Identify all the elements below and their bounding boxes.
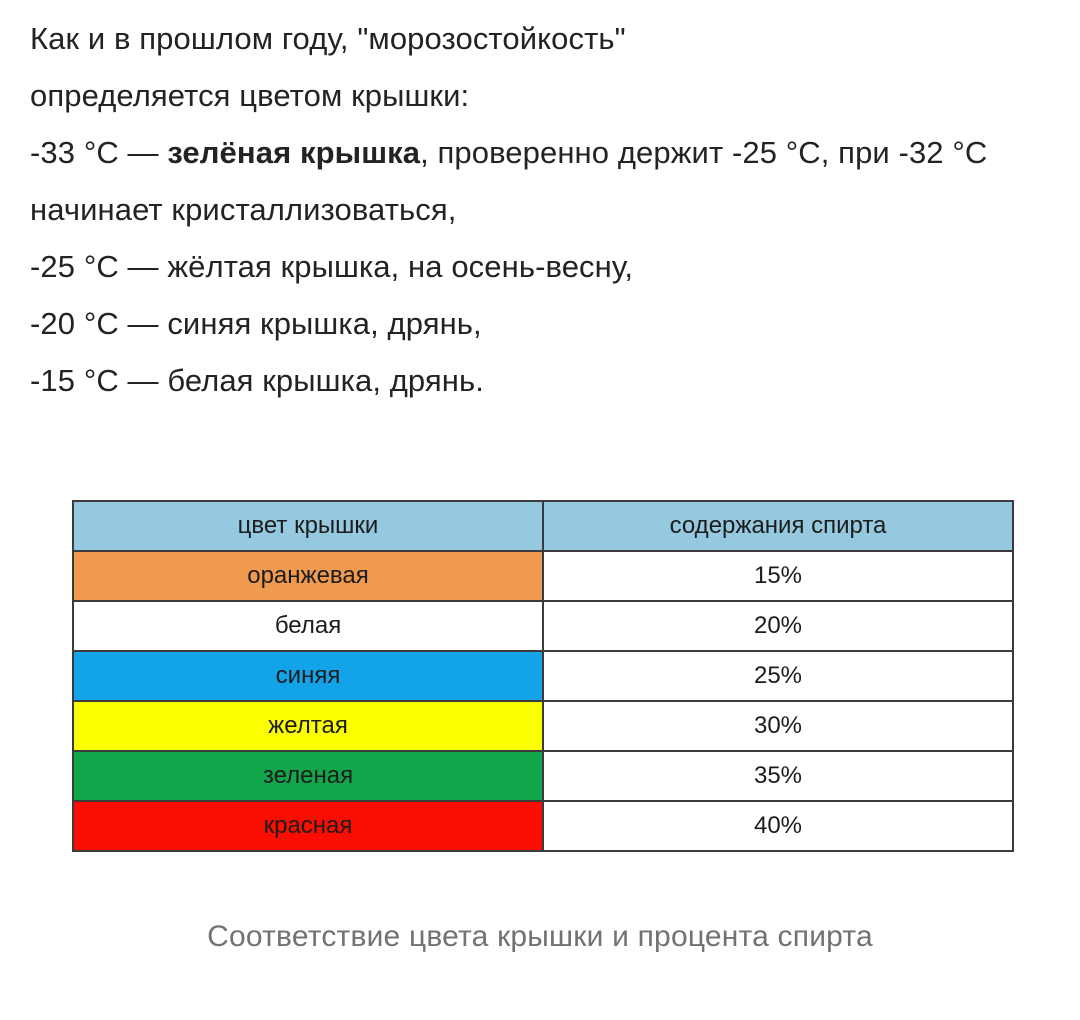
intro-paragraph — [30, 10, 1040, 409]
table-row — [73, 551, 1013, 601]
table-row — [73, 801, 1013, 851]
cell-cap-color: желтая — [73, 701, 543, 751]
table-header-row — [73, 501, 1013, 551]
intro-line-1: Как и в прошлом году, "морозостойкость" — [30, 21, 626, 56]
item1-prefix: -33 °C — — [30, 135, 168, 170]
item1-suffix: , проверенно держит -25 °C, при -32 °C начинает кристаллизоваться, — [30, 135, 997, 227]
cell-cap-color: синяя — [73, 651, 543, 701]
intro-item-white: -15 °C — белая крышка, дрянь. — [30, 363, 484, 398]
table-header-cap-color: цвет крышки — [73, 501, 543, 551]
cell-cap-color: оранжевая — [73, 551, 543, 601]
cell-alcohol-percent: 40% — [543, 801, 1013, 851]
intro-item-green — [30, 124, 1040, 238]
table-row — [73, 751, 1013, 801]
table-row — [73, 651, 1013, 701]
cell-alcohol-percent: 15% — [543, 551, 1013, 601]
table-row — [73, 601, 1013, 651]
intro-item-yellow: -25 °C — жёлтая крышка, на осень-весну, — [30, 249, 634, 284]
cap-color-table-wrap — [72, 500, 1012, 852]
intro-item-blue: -20 °C — синяя крышка, дрянь, — [30, 306, 482, 341]
table-header-alcohol: содержания спирта — [543, 501, 1013, 551]
cell-cap-color: красная — [73, 801, 543, 851]
cell-cap-color: белая — [73, 601, 543, 651]
item1-bold: зелёная крышка — [167, 135, 421, 170]
table-row — [73, 701, 1013, 751]
intro-line-2: определяется цветом крышки: — [30, 78, 470, 113]
cell-alcohol-percent: 35% — [543, 751, 1013, 801]
cap-color-table — [72, 500, 1014, 852]
cell-cap-color: зеленая — [73, 751, 543, 801]
cell-alcohol-percent: 25% — [543, 651, 1013, 701]
cell-alcohol-percent: 20% — [543, 601, 1013, 651]
cell-alcohol-percent: 30% — [543, 701, 1013, 751]
table-caption: Соответствие цвета крышки и процента спирта — [207, 920, 873, 953]
